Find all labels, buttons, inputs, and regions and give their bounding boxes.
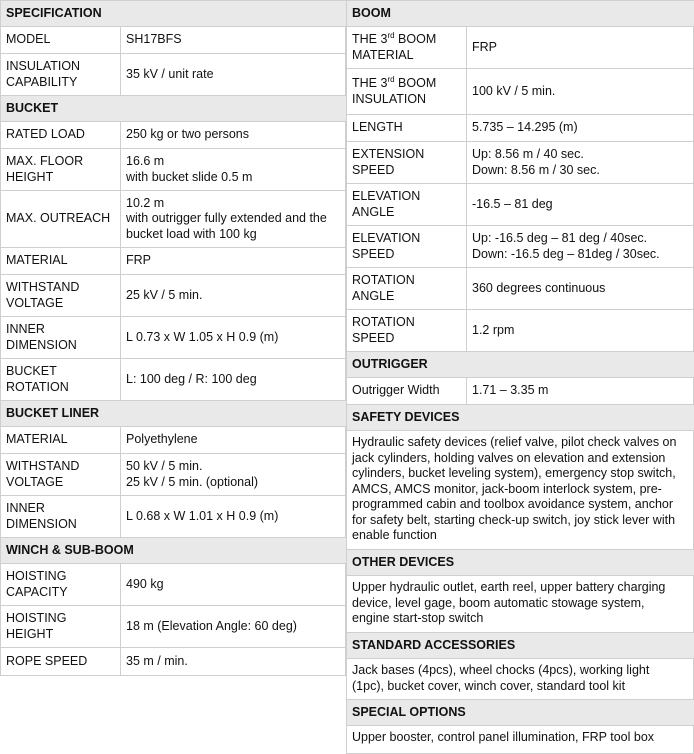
spec-label: ROTATION ANGLE [347, 268, 467, 310]
spec-row [1, 27, 346, 54]
spec-value: 10.2 m with outrigger fully extended and the bucket load with 100 kg [121, 191, 346, 248]
spec-row [1, 122, 346, 149]
section-text: Hydraulic safety devices (relief valve, pilot check valves on jack cylinders, holding valves on elevation and extension cylinders, bucket leveling system), emergency stop switch, AMCS, AMCS monitor, jack-boom interlock system, pre- programmed cabin and toolbox avoidance system, anchor for safety belt, starting check-up switch, joy stick lever with enable function [347, 431, 694, 550]
spec-value: 490 kg [121, 564, 346, 606]
section-title: BOOM [347, 1, 694, 27]
spec-row [347, 268, 694, 310]
spec-row [347, 226, 694, 268]
label-part: BOOM INSULATION [352, 76, 437, 106]
spec-value: 360 degrees continuous [467, 268, 694, 310]
spec-row [347, 142, 694, 184]
spec-row [1, 191, 346, 248]
section-header [347, 352, 694, 378]
section-header [1, 538, 346, 564]
spec-label: MAX. OUTREACH [1, 191, 121, 248]
section-header [1, 401, 346, 427]
spec-value: SH17BFS [121, 27, 346, 54]
spec-label: MAX. FLOOR HEIGHT [1, 149, 121, 191]
spec-value: 250 kg or two persons [121, 122, 346, 149]
spec-row [347, 310, 694, 352]
spec-value: FRP [121, 248, 346, 275]
spec-row [1, 317, 346, 359]
spec-row [1, 564, 346, 606]
spec-value: Up: -16.5 deg – 81 deg / 40sec. Down: -16.5 deg – 81deg / 30sec. [467, 226, 694, 268]
section-title: BUCKET [1, 96, 346, 122]
spec-value: FRP [467, 27, 694, 69]
section-text: Jack bases (4pcs), wheel chocks (4pcs), working light (1pc), bucket cover, winch cover, standard tool kit [347, 659, 694, 700]
spec-row [347, 115, 694, 142]
section-title: SPECIFICATION [1, 1, 346, 27]
section-title: SPECIAL OPTIONS [347, 700, 694, 726]
section-title: OUTRIGGER [347, 352, 694, 378]
spec-label: MODEL [1, 27, 121, 54]
label-part: BOOM MATERIAL [352, 32, 437, 62]
text-row [347, 726, 694, 753]
spec-label: MATERIAL [1, 248, 121, 275]
label-part: THE 3 [352, 32, 388, 46]
spec-row [347, 378, 694, 405]
section-title: SAFETY DEVICES [347, 405, 694, 431]
spec-label: WITHSTAND VOLTAGE [1, 275, 121, 317]
spec-row [1, 648, 346, 675]
spec-value: 25 kV / 5 min. [121, 275, 346, 317]
section-text: Upper hydraulic outlet, earth reel, upper battery charging device, level gage, boom automatic stowage system, engine start-stop switch [347, 576, 694, 633]
spec-row [1, 275, 346, 317]
spec-row [1, 606, 346, 648]
spec-label: RATED LOAD [1, 122, 121, 149]
spec-value: 5.735 – 14.295 (m) [467, 115, 694, 142]
section-header [347, 550, 694, 576]
right-column [346, 0, 694, 754]
spec-row [347, 27, 694, 69]
spec-value: Polyethylene [121, 427, 346, 454]
spec-label: BUCKET ROTATION [1, 359, 121, 401]
spec-value: 100 kV / 5 min. [467, 69, 694, 115]
spec-row [1, 427, 346, 454]
spec-label: EXTENSION SPEED [347, 142, 467, 184]
section-header [347, 405, 694, 431]
left-spec-table [0, 0, 346, 675]
section-title: BUCKET LINER [1, 401, 346, 427]
spec-value: 16.6 m with bucket slide 0.5 m [121, 149, 346, 191]
spec-label: ELEVATION SPEED [347, 226, 467, 268]
spec-label: INNER DIMENSION [1, 317, 121, 359]
section-title: STANDARD ACCESSORIES [347, 633, 694, 659]
spec-value: 35 kV / unit rate [121, 54, 346, 96]
spec-value: L: 100 deg / R: 100 deg [121, 359, 346, 401]
section-header [1, 1, 346, 27]
spec-value: 1.2 rpm [467, 310, 694, 352]
spec-row [347, 69, 694, 115]
spec-label: MATERIAL [1, 427, 121, 454]
spec-row [1, 149, 346, 191]
spec-label: ELEVATION ANGLE [347, 184, 467, 226]
spec-row [1, 454, 346, 496]
section-text: Upper booster, control panel illumination, FRP tool box [347, 726, 694, 753]
spec-row [1, 248, 346, 275]
spec-label: Outrigger Width [347, 378, 467, 405]
ordinal-suffix: rd [387, 74, 395, 84]
spec-label [347, 69, 467, 115]
text-row [347, 576, 694, 633]
section-header [347, 633, 694, 659]
section-header [1, 96, 346, 122]
spec-label: INNER DIMENSION [1, 496, 121, 538]
spec-label: ROTATION SPEED [347, 310, 467, 352]
spec-label: HOISTING HEIGHT [1, 606, 121, 648]
spec-value: 18 m (Elevation Angle: 60 deg) [121, 606, 346, 648]
spec-value: 1.71 – 3.35 m [467, 378, 694, 405]
section-title: OTHER DEVICES [347, 550, 694, 576]
spec-value: L 0.68 x W 1.01 x H 0.9 (m) [121, 496, 346, 538]
section-header [347, 1, 694, 27]
spec-label: LENGTH [347, 115, 467, 142]
right-spec-table [346, 0, 694, 753]
spec-value: 35 m / min. [121, 648, 346, 675]
spec-value: -16.5 – 81 deg [467, 184, 694, 226]
spec-label: INSULATION CAPABILITY [1, 54, 121, 96]
spec-row [1, 359, 346, 401]
spec-value: L 0.73 x W 1.05 x H 0.9 (m) [121, 317, 346, 359]
spec-row [1, 496, 346, 538]
spec-label: ROPE SPEED [1, 648, 121, 675]
spec-row [347, 184, 694, 226]
spec-label [347, 27, 467, 69]
section-header [347, 700, 694, 726]
spec-row [1, 54, 346, 96]
text-row [347, 431, 694, 550]
left-column [0, 0, 346, 676]
spec-value: 50 kV / 5 min. 25 kV / 5 min. (optional) [121, 454, 346, 496]
label-part: THE 3 [352, 76, 388, 90]
spec-label: WITHSTAND VOLTAGE [1, 454, 121, 496]
text-row [347, 659, 694, 700]
ordinal-suffix: rd [387, 30, 395, 40]
spec-value: Up: 8.56 m / 40 sec. Down: 8.56 m / 30 sec. [467, 142, 694, 184]
section-title: WINCH & SUB-BOOM [1, 538, 346, 564]
spec-label: HOISTING CAPACITY [1, 564, 121, 606]
